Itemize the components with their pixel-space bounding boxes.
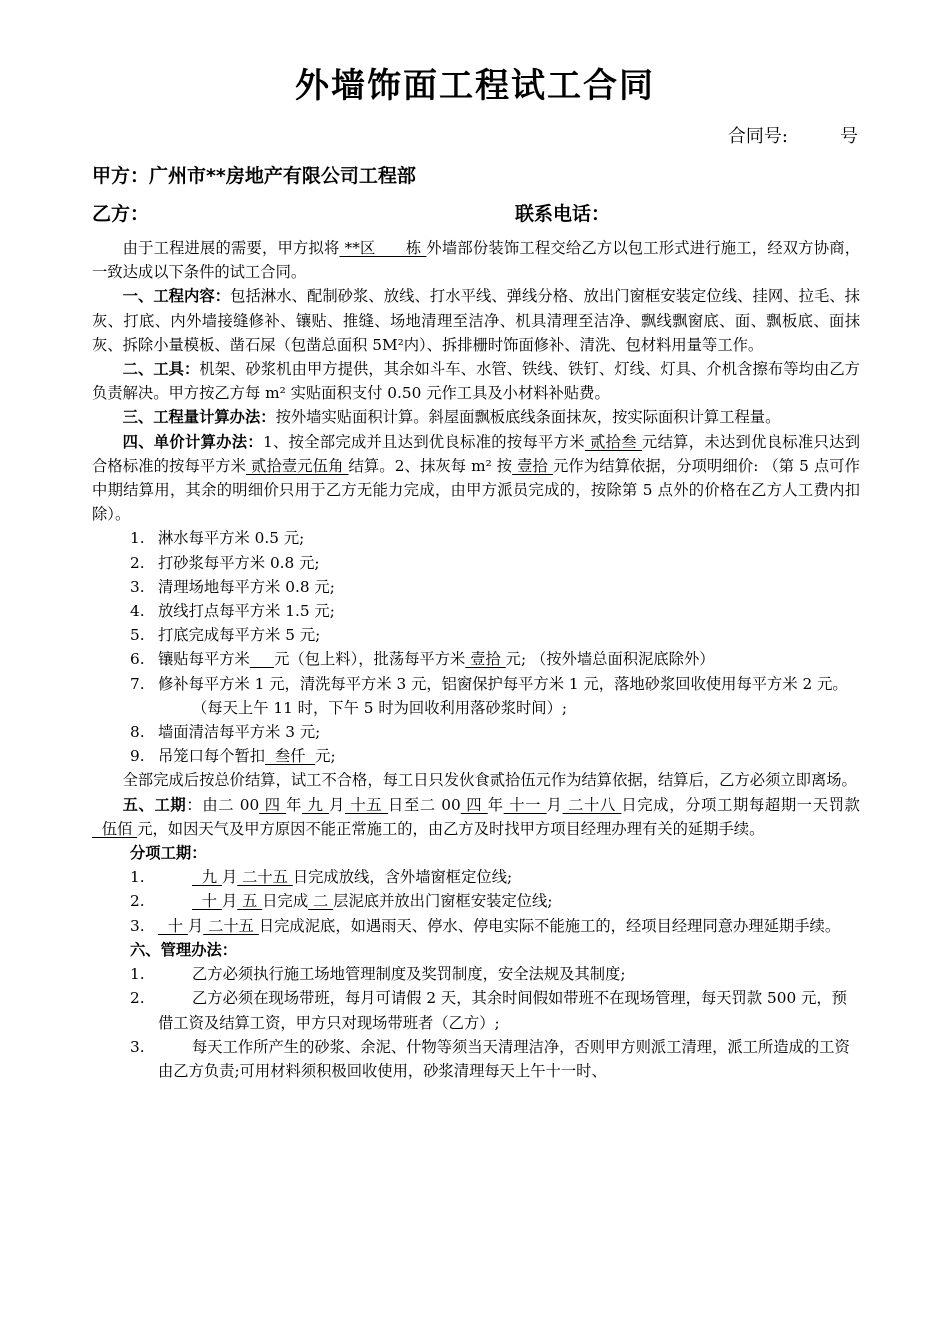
item6-text-2: 元（包上料），批荡每平方米: [274, 650, 466, 669]
list-text: [158, 914, 860, 938]
list-number: 3.: [130, 1037, 145, 1056]
schedule-value: 十: [192, 892, 222, 911]
schedule-text: 元，如因天气及甲方原因不能正常施工的，由乙方及时找甲方项目经理办理有关的延期手续。: [137, 819, 765, 838]
schedule-value: 十一: [503, 795, 547, 814]
item9-amount: 叁仟: [265, 747, 316, 766]
section-schedule: [92, 793, 860, 841]
schedule-text: 日完成，分项工期每超期一天罚款: [621, 795, 860, 814]
item6-text-3: 元; （按外墙总面积泥底除外）: [505, 650, 715, 669]
list-text: [158, 744, 860, 768]
item9-text-1: 吊笼口每个暂扣: [158, 747, 266, 766]
list-text: 乙方必须在现场带班，每月可请假 2 天，其余时间假如带班不在现场管理，每天罚款 500 元，预借工资及结算工资，甲方只对现场带班者（乙方）;: [158, 989, 847, 1032]
schedule-text: 月: [221, 868, 238, 887]
section-management-heading: 六、管理办法：: [130, 940, 238, 959]
list-item: [92, 914, 860, 938]
list-text: [192, 865, 860, 889]
schedule-text: 日完成: [262, 892, 309, 911]
list-number: 3.: [130, 916, 145, 935]
contract-number-label: 合同号:: [727, 126, 788, 147]
section-tools: [92, 357, 860, 405]
contract-body: [92, 236, 860, 1083]
price-qualified: 贰拾壹元伍角: [246, 456, 349, 475]
price-plaster: 壹拾: [512, 456, 553, 475]
schedule-value: 伍佰: [92, 819, 138, 838]
schedule-value: 二十八: [562, 795, 622, 814]
list-item: [92, 986, 860, 1034]
intro-building: **区 栋: [339, 239, 427, 257]
section-pricing: [92, 430, 860, 527]
section-tools-heading: 二、工具：: [122, 360, 200, 379]
list-item: [92, 599, 860, 623]
list-item: [92, 551, 860, 575]
schedule-text: 月: [187, 916, 204, 935]
intro-text-1: 由于工程进展的需要，甲方拟将: [122, 239, 340, 257]
list-text: 修补每平方米 1 元，清洗每平方米 3 元，铝窗保护每平方米 1 元，落地砂浆回收使用每平方米 2 元。（每天上午 11 时，下午 5 时为回收利用落砂浆时间）;: [158, 674, 848, 717]
schedule-text: 月: [546, 795, 563, 814]
section-quantity-heading: 三、工程量计算办法：: [122, 408, 276, 427]
contact-phone: 联系电话：: [515, 203, 611, 225]
schedule-text: 层泥底并放出门窗框安装定位线;: [333, 892, 553, 911]
item9-text-2: 元;: [315, 747, 336, 766]
list-text: 乙方必须执行施工场地管理制度及奖罚制度，安全法规及其制度;: [192, 965, 626, 984]
list-item: [92, 889, 860, 913]
list-item: [92, 720, 860, 744]
list-text: 清理场地每平方米 0.8 元;: [158, 577, 335, 596]
pricing-text-2: 元结算，未达到优良标准只达到合格标准的按每平方米: [92, 432, 860, 475]
list-item: [92, 623, 860, 647]
list-text: 放线打点每平方米 1.5 元;: [158, 602, 335, 621]
list-text: 打底完成每平方米 5 元;: [158, 626, 321, 645]
list-text: [192, 889, 860, 913]
document-title: 外墙饰面工程试工合同: [295, 66, 655, 106]
list-item: [92, 865, 860, 889]
list-item: [92, 744, 860, 768]
list-item: [92, 647, 860, 671]
schedule-value: 二: [308, 892, 334, 911]
pricing-text-1: 1、按全部完成并且达到优良标准的按每平方米: [262, 432, 585, 451]
schedule-value: 二十五: [237, 868, 293, 887]
list-number: 3.: [130, 577, 145, 596]
list-number: 1.: [130, 965, 145, 984]
item6-blank: [250, 650, 274, 668]
schedule-value: 四: [259, 795, 287, 814]
list-number: 6.: [130, 650, 145, 669]
list-item: [92, 672, 860, 720]
list-text: 墙面清洁每平方米 3 元;: [158, 723, 321, 742]
schedule-value: 九: [192, 868, 222, 887]
list-number: 2.: [130, 553, 145, 572]
list-item: [92, 526, 860, 550]
section-quantity-text: 按外墙实贴面积计算。斜屋面飘板底线条面抹灰，按实际面积计算工程量。: [275, 408, 781, 427]
price-excellent: 贰拾叁: [584, 432, 642, 451]
schedule-text: 月: [329, 795, 346, 814]
pricing-closing: 全部完成后按总价结算，试工不合格，每工日只发伙食贰拾伍元作为结算依据，结算后，乙方必须立即离场。: [122, 771, 857, 790]
list-text: 淋水每平方米 0.5 元;: [158, 529, 305, 548]
schedule-text: ：由二 00: [186, 795, 260, 814]
schedule-text: 年: [487, 795, 504, 814]
section-schedule-heading: 五、工期: [122, 795, 187, 814]
list-number: 7.: [130, 674, 145, 693]
schedule-value: 十: [158, 916, 188, 935]
schedule-value: 五: [237, 892, 263, 911]
pricing-text-4: 元作为结算依据，分项明细价: （第 5 点可作中期结算用，其余的明细价只用于乙方无能力完成，由甲方派员完成的，按除第 5 点外的价格在乙方人工费内扣除）。: [92, 456, 860, 524]
list-text: 打砂浆每平方米 0.8 元;: [158, 553, 320, 572]
schedule-text: 年: [286, 795, 303, 814]
contract-number: [728, 124, 858, 150]
intro-text-2: 外墙部份装饰工程交给乙方以包工形式进行施工，经双方协商，一致达成以下条件的试工合同。: [92, 239, 860, 282]
section-scope-text: 包括淋水、配制砂浆、放线、打水平线、弹线分格、放出门窗框安装定位线、挂网、拉毛、抹灰、打底、内外墙接缝修补、镶贴、推缝、场地清理至洁净、机具清理至洁净、飘线飘窗底、面、飘板底、面抹灰、拆除小量模板、凿石屎（包凿总面积 5M²内）、拆排栅时饰面修补、清洗、包材料用量等工作。: [92, 287, 860, 354]
schedule-value: 九: [302, 795, 330, 814]
contract-number-suffix: 号: [840, 126, 858, 147]
schedule-value: 四: [460, 795, 488, 814]
item6-text-1: 镶贴每平方米: [158, 650, 250, 669]
intro-paragraph: [92, 236, 860, 284]
list-text: 每天工作所产生的砂浆、余泥、什物等须当天清理洁净，否则甲方则派工清理，派工所造成的工资由乙方负责;可用材料须积极回收使用，砂浆清理每天上午十一时、: [158, 1037, 850, 1080]
pricing-text-3: 结算。2、抹灰每 m² 按: [348, 456, 513, 475]
item6-price: 壹拾: [465, 650, 506, 669]
list-number: 9.: [130, 747, 145, 766]
schedule-text: 月: [221, 892, 238, 911]
list-number: 1.: [130, 529, 145, 548]
schedule-text: 日完成放线，含外墙窗框定位线;: [292, 868, 513, 887]
list-item: [92, 1035, 860, 1083]
section-tools-text: 机架、砂浆机由甲方提供，其余如斗车、水管、铁线、铁钉、灯线、灯具、介机含擦布等均由乙方负责解决。甲方按乙方每 m² 实贴面积支付 0.50 元作工具及小材料补贴费。: [92, 360, 860, 403]
section-pricing-heading: 四、单价计算办法：: [122, 432, 263, 451]
schedule-value: 十五: [345, 795, 388, 814]
list-number: 4.: [130, 602, 145, 621]
list-number: 2.: [130, 989, 145, 1008]
schedule-text: 日完成泥底，如遇雨天、停水、停电实际不能施工的，经项目经理同意办理延期手续。: [258, 916, 841, 935]
schedule-value: 二十五: [203, 916, 259, 935]
section-quantity: [92, 405, 860, 429]
section-scope: [92, 284, 860, 357]
list-number: 2.: [130, 892, 145, 911]
section-scope-heading: 一、工程内容：: [122, 287, 231, 306]
sub-schedule-heading: 分项工期：: [130, 844, 207, 863]
party-a: 甲方：广州市**房地产有限公司工程部: [92, 165, 416, 187]
party-b: 乙方：: [92, 203, 150, 225]
schedule-text: 日至二 00: [387, 795, 461, 814]
list-item: [92, 962, 860, 986]
list-number: 8.: [130, 723, 145, 742]
list-item: [92, 575, 860, 599]
list-number: 1.: [130, 868, 145, 887]
list-number: 5.: [130, 626, 145, 645]
list-text: [158, 647, 860, 671]
